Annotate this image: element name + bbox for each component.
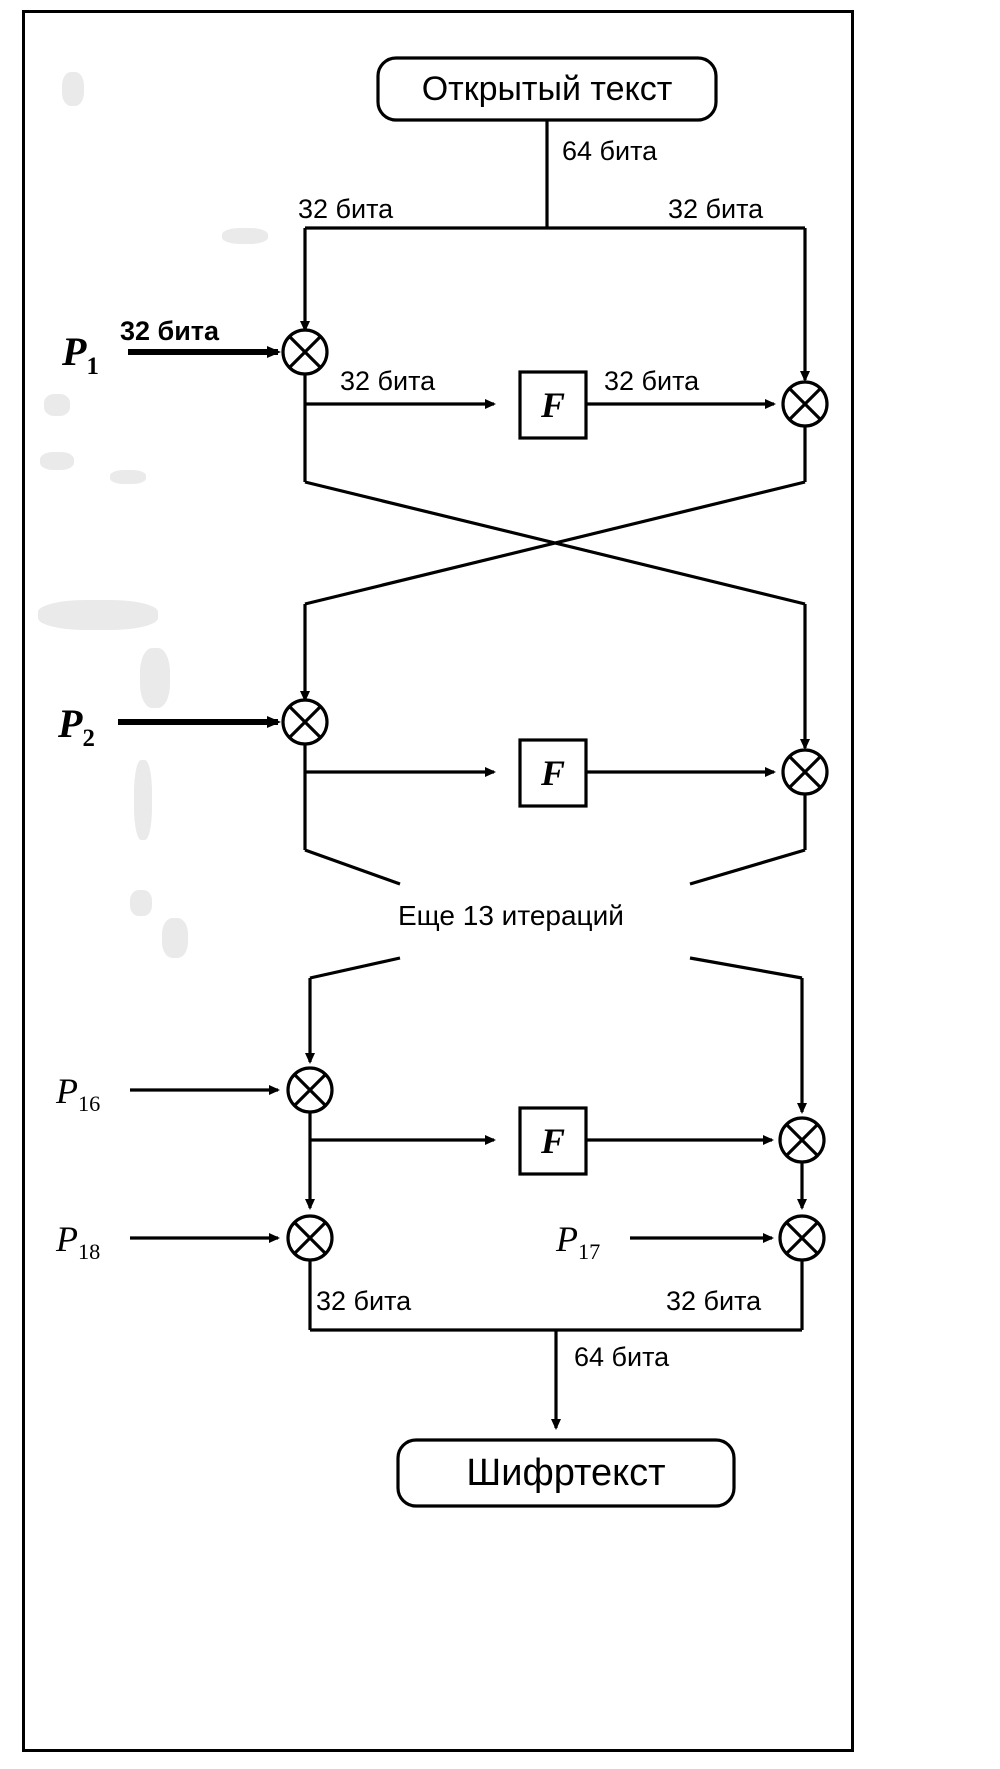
- subkey-p1-sub: 1: [86, 353, 99, 380]
- plaintext-label: Открытый текст: [421, 69, 673, 108]
- f-box-3-label: F: [540, 1121, 565, 1161]
- subkey-p2-label: [58, 700, 95, 753]
- label-more-iterations: Еще 13 итераций: [398, 900, 624, 931]
- label-32-bits-round1-right: 32 бита: [604, 366, 700, 396]
- subkey-p2-sub: 2: [82, 725, 95, 752]
- subkey-p16-sub: 16: [78, 1091, 101, 1117]
- label-64-bits-bottom: 64 бита: [574, 1342, 670, 1372]
- ciphertext-label: Шифртекст: [466, 1451, 666, 1494]
- subkey-p16-label: [56, 1070, 100, 1117]
- subkey-p16-base: P: [56, 1071, 78, 1111]
- label-32-bits-bottom-left: 32 бита: [316, 1286, 412, 1316]
- subkey-p18-sub: 18: [78, 1239, 101, 1265]
- label-32-bits-left: 32 бита: [298, 194, 394, 224]
- f-box-1-label: F: [540, 385, 565, 425]
- subkey-p1-label: [62, 328, 99, 381]
- subkey-p18-base: P: [56, 1219, 78, 1259]
- subkey-p17-label: [556, 1218, 600, 1265]
- label-32-bits-round1-left: 32 бита: [340, 366, 436, 396]
- subkey-p17-base: P: [556, 1219, 578, 1259]
- label-64-bits-top: 64 бита: [562, 136, 658, 166]
- subkey-p18-label: [56, 1218, 100, 1265]
- subkey-p1-base: P: [62, 329, 87, 374]
- subkey-p2-base: P: [58, 701, 83, 746]
- label-32-bits-bottom-right: 32 бита: [666, 1286, 762, 1316]
- subkey-p17-sub: 17: [578, 1239, 601, 1265]
- f-box-2-label: F: [540, 753, 565, 793]
- label-32-bits-right: 32 бита: [668, 194, 764, 224]
- label-32-bits-p1: 32 бита: [120, 316, 220, 346]
